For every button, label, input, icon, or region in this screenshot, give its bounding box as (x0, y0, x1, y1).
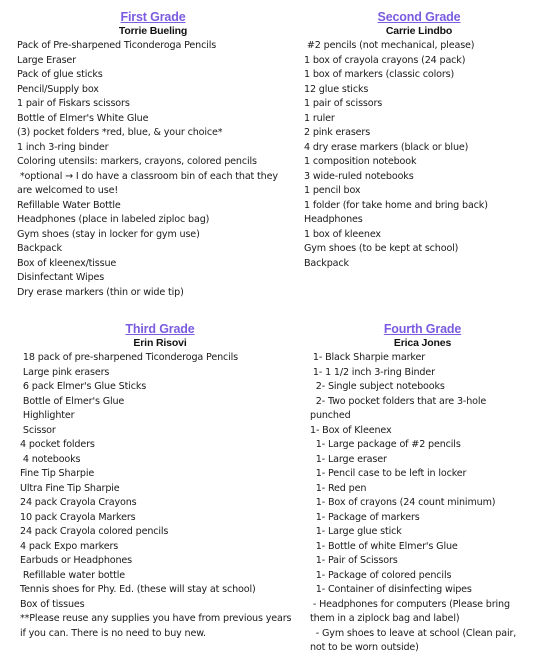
list-item: Bottle of Elmer's White Glue (17, 112, 149, 124)
list-item: Highlighter (20, 410, 75, 421)
list-item: 6 pack Elmer's Glue Sticks (20, 381, 147, 392)
list-item: Bottle of Elmer's Glue (20, 395, 125, 407)
list-item: 1 box of markers (classic colors) (304, 69, 455, 80)
list-item: Dry erase markers (thin or wide tip) (17, 286, 184, 298)
section-first-grade (17, 10, 289, 300)
list-item: 4 pocket folders (20, 439, 95, 450)
list-item: 4 notebooks (20, 453, 81, 465)
list-item: Gym shoes (stay in locker for gym use) (17, 228, 200, 240)
list-item: Refillable Water Bottle (17, 199, 121, 211)
list-item: Large pink erasers (20, 366, 110, 378)
section-second-grade (304, 10, 534, 271)
list-item: 3 wide-ruled notebooks (304, 170, 414, 182)
list-item: Backpack (17, 243, 62, 254)
section-fourth-grade (310, 322, 535, 656)
list-item: 1- Package of markers (310, 511, 420, 523)
grade-heading: Third Grade (125, 322, 195, 336)
list-item: Fine Tip Sharpie (20, 468, 95, 479)
teacher-name: Torrie Bueling (118, 25, 188, 37)
list-item: 1 box of kleenex (304, 228, 381, 240)
list-item: 10 pack Crayola Markers (20, 511, 136, 523)
list-item: Pencil/Supply box (17, 83, 99, 95)
list-item: Refillable water bottle (20, 569, 125, 581)
list-item: #2 pencils (not mechanical, please) (304, 40, 475, 51)
list-item: 1 box of crayola crayons (24 pack) (304, 54, 466, 66)
list-item: 1- Box of Kleenex (310, 424, 392, 436)
list-item: 12 glue sticks (304, 83, 369, 95)
list-item: if you can. There is no need to buy new. (20, 627, 206, 639)
supply-list (20, 351, 300, 641)
list-item: 1 pencil box (304, 185, 361, 196)
list-item: 1- Package of colored pencils (310, 569, 452, 581)
list-item: 2 pink erasers (304, 127, 371, 138)
list-item: Coloring utensils: markers, crayons, colored pencils (17, 156, 257, 167)
list-item: them in a ziplock bag and label) (310, 613, 460, 624)
list-item: 1- Black Sharpie marker (310, 352, 426, 363)
teacher-name: Erica Jones (393, 337, 452, 349)
supply-list (304, 39, 534, 271)
list-item: Pack of Pre-sharpened Ticonderoga Pencils (17, 40, 217, 51)
list-item: 1- Large eraser (310, 453, 387, 465)
list-item: 4 dry erase markers (black or blue) (304, 141, 469, 153)
list-item: are welcomed to use! (17, 185, 119, 196)
list-item: - Headphones for computers (Please bring (310, 598, 510, 610)
supply-list (310, 351, 535, 656)
list-item: Headphones (place in labeled ziploc bag) (17, 214, 210, 225)
list-item: 1- 1 1/2 inch 3-ring Binder (310, 366, 435, 378)
list-item: 2- Two pocket folders that are 3-hole (310, 395, 487, 407)
list-item: 1 folder (for take home and bring back) (304, 199, 488, 211)
grade-heading: Second Grade (377, 10, 461, 24)
list-item: punched (310, 410, 351, 421)
list-item: 24 pack Crayola Crayons (20, 497, 137, 508)
list-item: **Please reuse any supplies you have from previous years (20, 613, 292, 624)
list-item: 2- Single subject notebooks (310, 381, 445, 392)
list-item: 1- Container of disinfecting wipes (310, 584, 472, 595)
list-item: (3) pocket folders *red, blue, & your choice* (17, 127, 223, 138)
list-item: Pack of glue sticks (17, 69, 103, 80)
grade-heading: Fourth Grade (383, 322, 462, 336)
list-item: Backpack (304, 257, 349, 269)
list-item: 24 pack Crayola colored pencils (20, 526, 169, 537)
list-item: 1- Bottle of white Elmer's Glue (310, 540, 458, 552)
list-item: 1- Pencil case to be left in locker (310, 468, 467, 479)
list-item: 1 pair of scissors (304, 98, 383, 109)
list-item: 18 pack of pre-sharpened Ticonderoga Pencils (20, 352, 239, 363)
list-item: *optional → I do have a classroom bin of each that they (17, 170, 278, 182)
section-third-grade (20, 322, 300, 641)
list-item: 1 composition notebook (304, 156, 417, 167)
list-item: 4 pack Expo markers (20, 540, 119, 552)
list-item: 1- Large glue stick (310, 526, 402, 537)
list-item: Ultra Fine Tip Sharpie (20, 482, 120, 494)
list-item: 1 ruler (304, 112, 335, 124)
list-item: 1 pair of Fiskars scissors (17, 98, 130, 109)
list-item: 1- Pair of Scissors (310, 555, 398, 566)
list-item: Earbuds or Headphones (20, 555, 133, 566)
list-item: Scissor (20, 424, 56, 436)
list-item: Box of tissues (20, 598, 85, 610)
list-item: not to be worn outside) (310, 642, 419, 653)
teacher-name: Erin Risovi (133, 337, 187, 349)
list-item: 1 inch 3-ring binder (17, 141, 109, 153)
list-item: Gym shoes (to be kept at school) (304, 243, 459, 254)
list-item: Tennis shoes for Phy. Ed. (these will stay at school) (20, 584, 256, 595)
list-item: 1- Box of crayons (24 count minimum) (310, 497, 496, 508)
grade-heading: First Grade (120, 10, 186, 24)
list-item: Box of kleenex/tissue (17, 257, 117, 269)
list-item: 1- Large package of #2 pencils (310, 439, 461, 450)
list-item: Headphones (304, 214, 363, 225)
list-item: 1- Red pen (310, 482, 367, 494)
list-item: Disinfectant Wipes (17, 272, 105, 283)
list-item: - Gym shoes to leave at school (Clean pair, (310, 627, 517, 639)
list-item: Large Eraser (17, 54, 76, 66)
teacher-name: Carrie Lindbo (385, 25, 453, 37)
supply-list (17, 39, 289, 300)
